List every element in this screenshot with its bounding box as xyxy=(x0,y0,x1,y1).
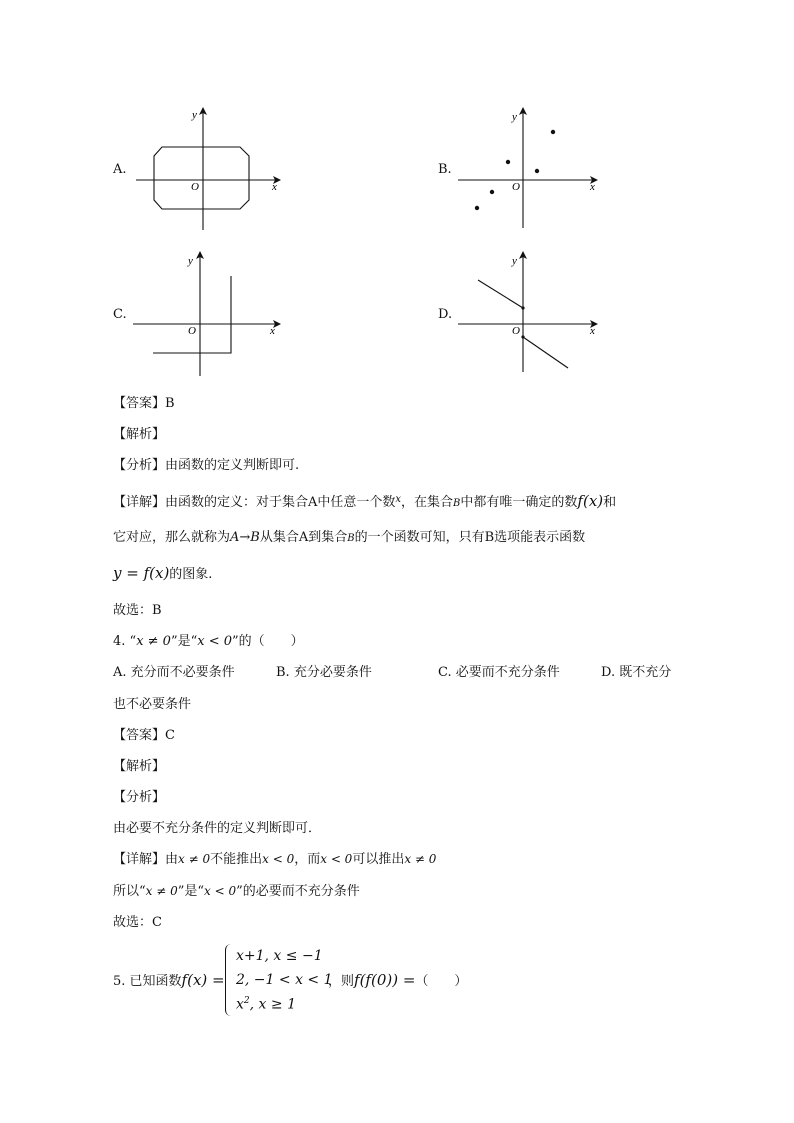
origin-label: O xyxy=(512,181,520,193)
point xyxy=(535,169,539,173)
y-axis-label: y xyxy=(512,255,517,267)
x-axis-label: x xyxy=(272,181,277,193)
q3-detail-line3: y = f(x)的图象. xyxy=(113,564,213,582)
q5-stem-lead: 5. 已知函数f(x) = xyxy=(113,971,225,989)
q4-option-a: A. 充分而不必要条件 xyxy=(113,665,235,680)
origin-label: O xyxy=(188,325,196,337)
figure-d xyxy=(455,248,605,378)
step-curve xyxy=(153,276,231,353)
q4-fenxi-heading: 【分析】 xyxy=(113,790,166,805)
q5-case-2: 2, −1 < x < 1 xyxy=(236,972,333,988)
q4-option-d: D. 既不充分 xyxy=(601,665,672,680)
q3-analysis-heading: 【解析】 xyxy=(113,427,166,442)
q5-case-1: x+1, x ≤ −1 xyxy=(236,948,323,964)
q4-option-b: B. 充分必要条件 xyxy=(276,665,372,680)
q4-answer: 【答案】C xyxy=(113,728,175,743)
point xyxy=(506,160,510,164)
x-axis-label: x xyxy=(270,325,275,337)
line-lower xyxy=(523,337,568,368)
y-axis-label: y xyxy=(192,109,197,121)
q4-analysis-heading: 【解析】 xyxy=(113,759,166,774)
figure-b xyxy=(455,104,605,234)
q5-case-3: $x^2$, x ≥ 1 xyxy=(236,996,296,1013)
x-axis-label: x xyxy=(590,181,595,193)
origin-label: O xyxy=(191,181,199,193)
q4-option-d-continued: 也不必要条件 xyxy=(113,697,192,712)
figure-b-label: B. xyxy=(438,162,452,177)
point xyxy=(551,130,555,134)
figure-d-label: D. xyxy=(438,307,453,322)
q4-fenxi: 由必要不充分条件的定义判断即可． xyxy=(113,821,322,836)
q3-analysis: 【分析】由函数的定义判断即可. xyxy=(113,458,300,473)
y-axis-label: y xyxy=(512,111,517,123)
x-axis-label: x xyxy=(590,325,595,337)
q5-stem-tail: ，则f(f(0)) =（ ） xyxy=(328,971,468,989)
figure-c xyxy=(130,248,290,378)
q3-detail-line2: 它对应，那么就称为A→B从集合A到集合B的一个函数可知，只有B选项能表示函数 xyxy=(113,530,586,545)
y-axis-label: y xyxy=(188,255,193,267)
q3-detail-line1: 【详解】由函数的定义：对于集合A中任意一个数$^x$，在集合B中都有唯一确定的数f(x)和 xyxy=(113,492,617,510)
endpoint xyxy=(521,306,524,309)
q3-choice: 故选：B xyxy=(113,603,162,618)
point xyxy=(490,190,494,194)
q4-option-c: C. 必要而不充分条件 xyxy=(438,665,560,680)
endpoint xyxy=(521,335,524,338)
figure-a xyxy=(130,104,290,234)
q4-stem: 4. “x ≠ 0”是“x < 0”的（ ） xyxy=(113,634,304,649)
q3-answer: 【答案】B xyxy=(113,396,175,411)
piecewise-brace xyxy=(225,944,236,1016)
rounded-rectangle-curve xyxy=(154,147,249,209)
q4-choice: 故选：C xyxy=(113,915,162,930)
point xyxy=(475,206,479,210)
q4-conclusion: 所以“x ≠ 0”是“x < 0”的必要而不充分条件 xyxy=(113,884,360,899)
figure-a-label: A. xyxy=(113,162,127,177)
q4-detail: 【详解】由x ≠ 0不能推出x < 0，而x < 0可以推出x ≠ 0 xyxy=(113,852,437,867)
figure-c-label: C. xyxy=(113,307,127,322)
line-upper xyxy=(478,280,523,308)
origin-label: O xyxy=(512,325,520,337)
